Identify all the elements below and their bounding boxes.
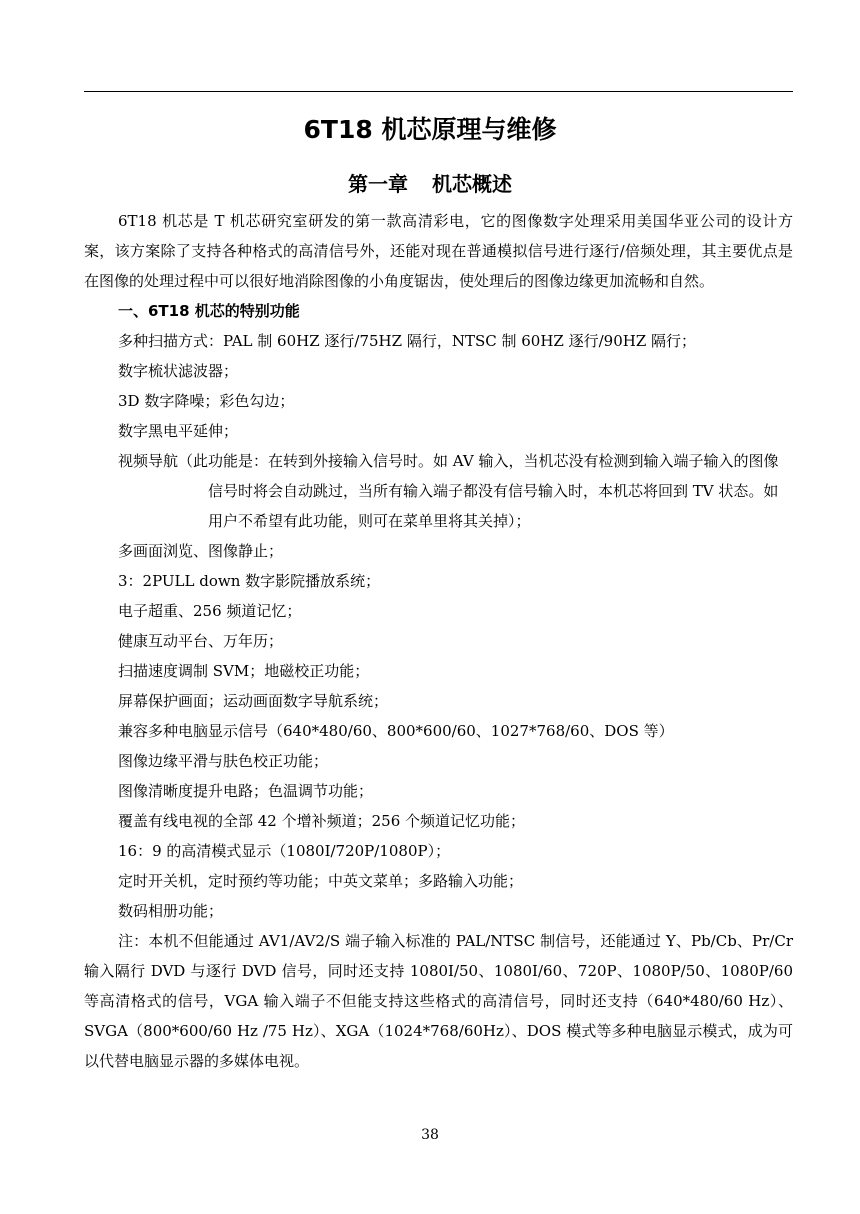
feature-item: 图像清晰度提升电路；色温调节功能； [118,782,374,800]
feature-item: 健康互动平台、万年历； [118,632,284,650]
note-paragraph: 注：本机不但能通过 AV1/AV2/S 端子输入标准的 PAL/NTSC 制信号，还能通过 Y、Pb/Cb、Pr/Cr 输入隔行 DVD 与逐行 DVD 信号，同时还支持 1080I/50、1080I/60、720P、1080P/50、1080P/60 等高清格式的信号，VGA 输入端子不但能支持这些格式的高清信号，同时还支持（640*480/60 Hz）、SVGA（800*600/60 Hz /75 Hz）、XGA（1024*768/60Hz）、DOS 模式等多种电脑显示模式，成为可以代替电脑显示器的多媒体电视。 [84,932,793,1070]
feature-item: 电子超重、256 频道记忆； [118,602,302,620]
feature-item: 数字黑电平延伸； [118,422,239,440]
feature-item: 兼容多种电脑显示信号（640*480/60、800*600/60、1027*768/60、DOS 等） [118,722,674,740]
intro-paragraph: 6T18 机芯是 T 机芯研究室研发的第一款高清彩电，它的图像数字处理采用美国华亚公司的设计方案，该方案除了支持各种格式的高清信号外，还能对现在普通模拟信号进行逐行/倍频处理，其主要优点是在图像的处理过程中可以很好地消除图像的小角度锯齿，使处理后的图像边缘更加流畅和自然。 [84,212,793,290]
feature-item: 多种扫描方式：PAL 制 60HZ 逐行/75HZ 隔行，NTSC 制 60HZ 逐行/90HZ 隔行； [118,332,697,350]
feature-item: 屏幕保护画面；运动画面数字导航系统； [118,692,389,710]
feature-item: 数字梳状滤波器； [118,362,239,380]
feature-item: 3D 数字降噪；彩色勾边； [118,392,295,410]
body-content [84,206,793,1076]
feature-item: 图像边缘平滑与肤色校正功能； [118,752,329,770]
feature-item: 扫描速度调制 SVM；地磁校正功能； [118,662,370,680]
feature-item: 多画面浏览、图像静止； [118,542,284,560]
document-title: 6T18 机芯原理与维修 [303,115,557,144]
chapter-heading [0,168,860,197]
feature-item: 定时开关机，定时预约等功能；中英文菜单；多路输入功能； [118,872,524,890]
chapter-number: 第一章 [348,172,408,196]
page-number: 38 [421,1127,439,1143]
chapter-title: 机芯概述 [432,172,512,196]
feature-item: 3：2PULL down 数字影院播放系统； [118,572,381,590]
feature-item: 视频导航（此功能是：在转到外接输入信号时。如 AV 输入，当机芯没有检测到输入端子输入的图像信号时将会自动跳过，当所有输入端子都没有信号输入时，本机芯将回到 TV 状态。如用户不希望有此功能，则可在菜单里将其关掉）； [118,452,779,530]
header-rule [84,91,793,92]
section-heading: 一、6T18 机芯的特别功能 [118,302,300,320]
feature-item: 数码相册功能； [118,902,224,920]
feature-item: 覆盖有线电视的全部 42 个增补频道；256 个频道记忆功能； [118,812,526,830]
feature-item: 16：9 的高清模式显示（1080I/720P/1080P）； [118,842,451,860]
